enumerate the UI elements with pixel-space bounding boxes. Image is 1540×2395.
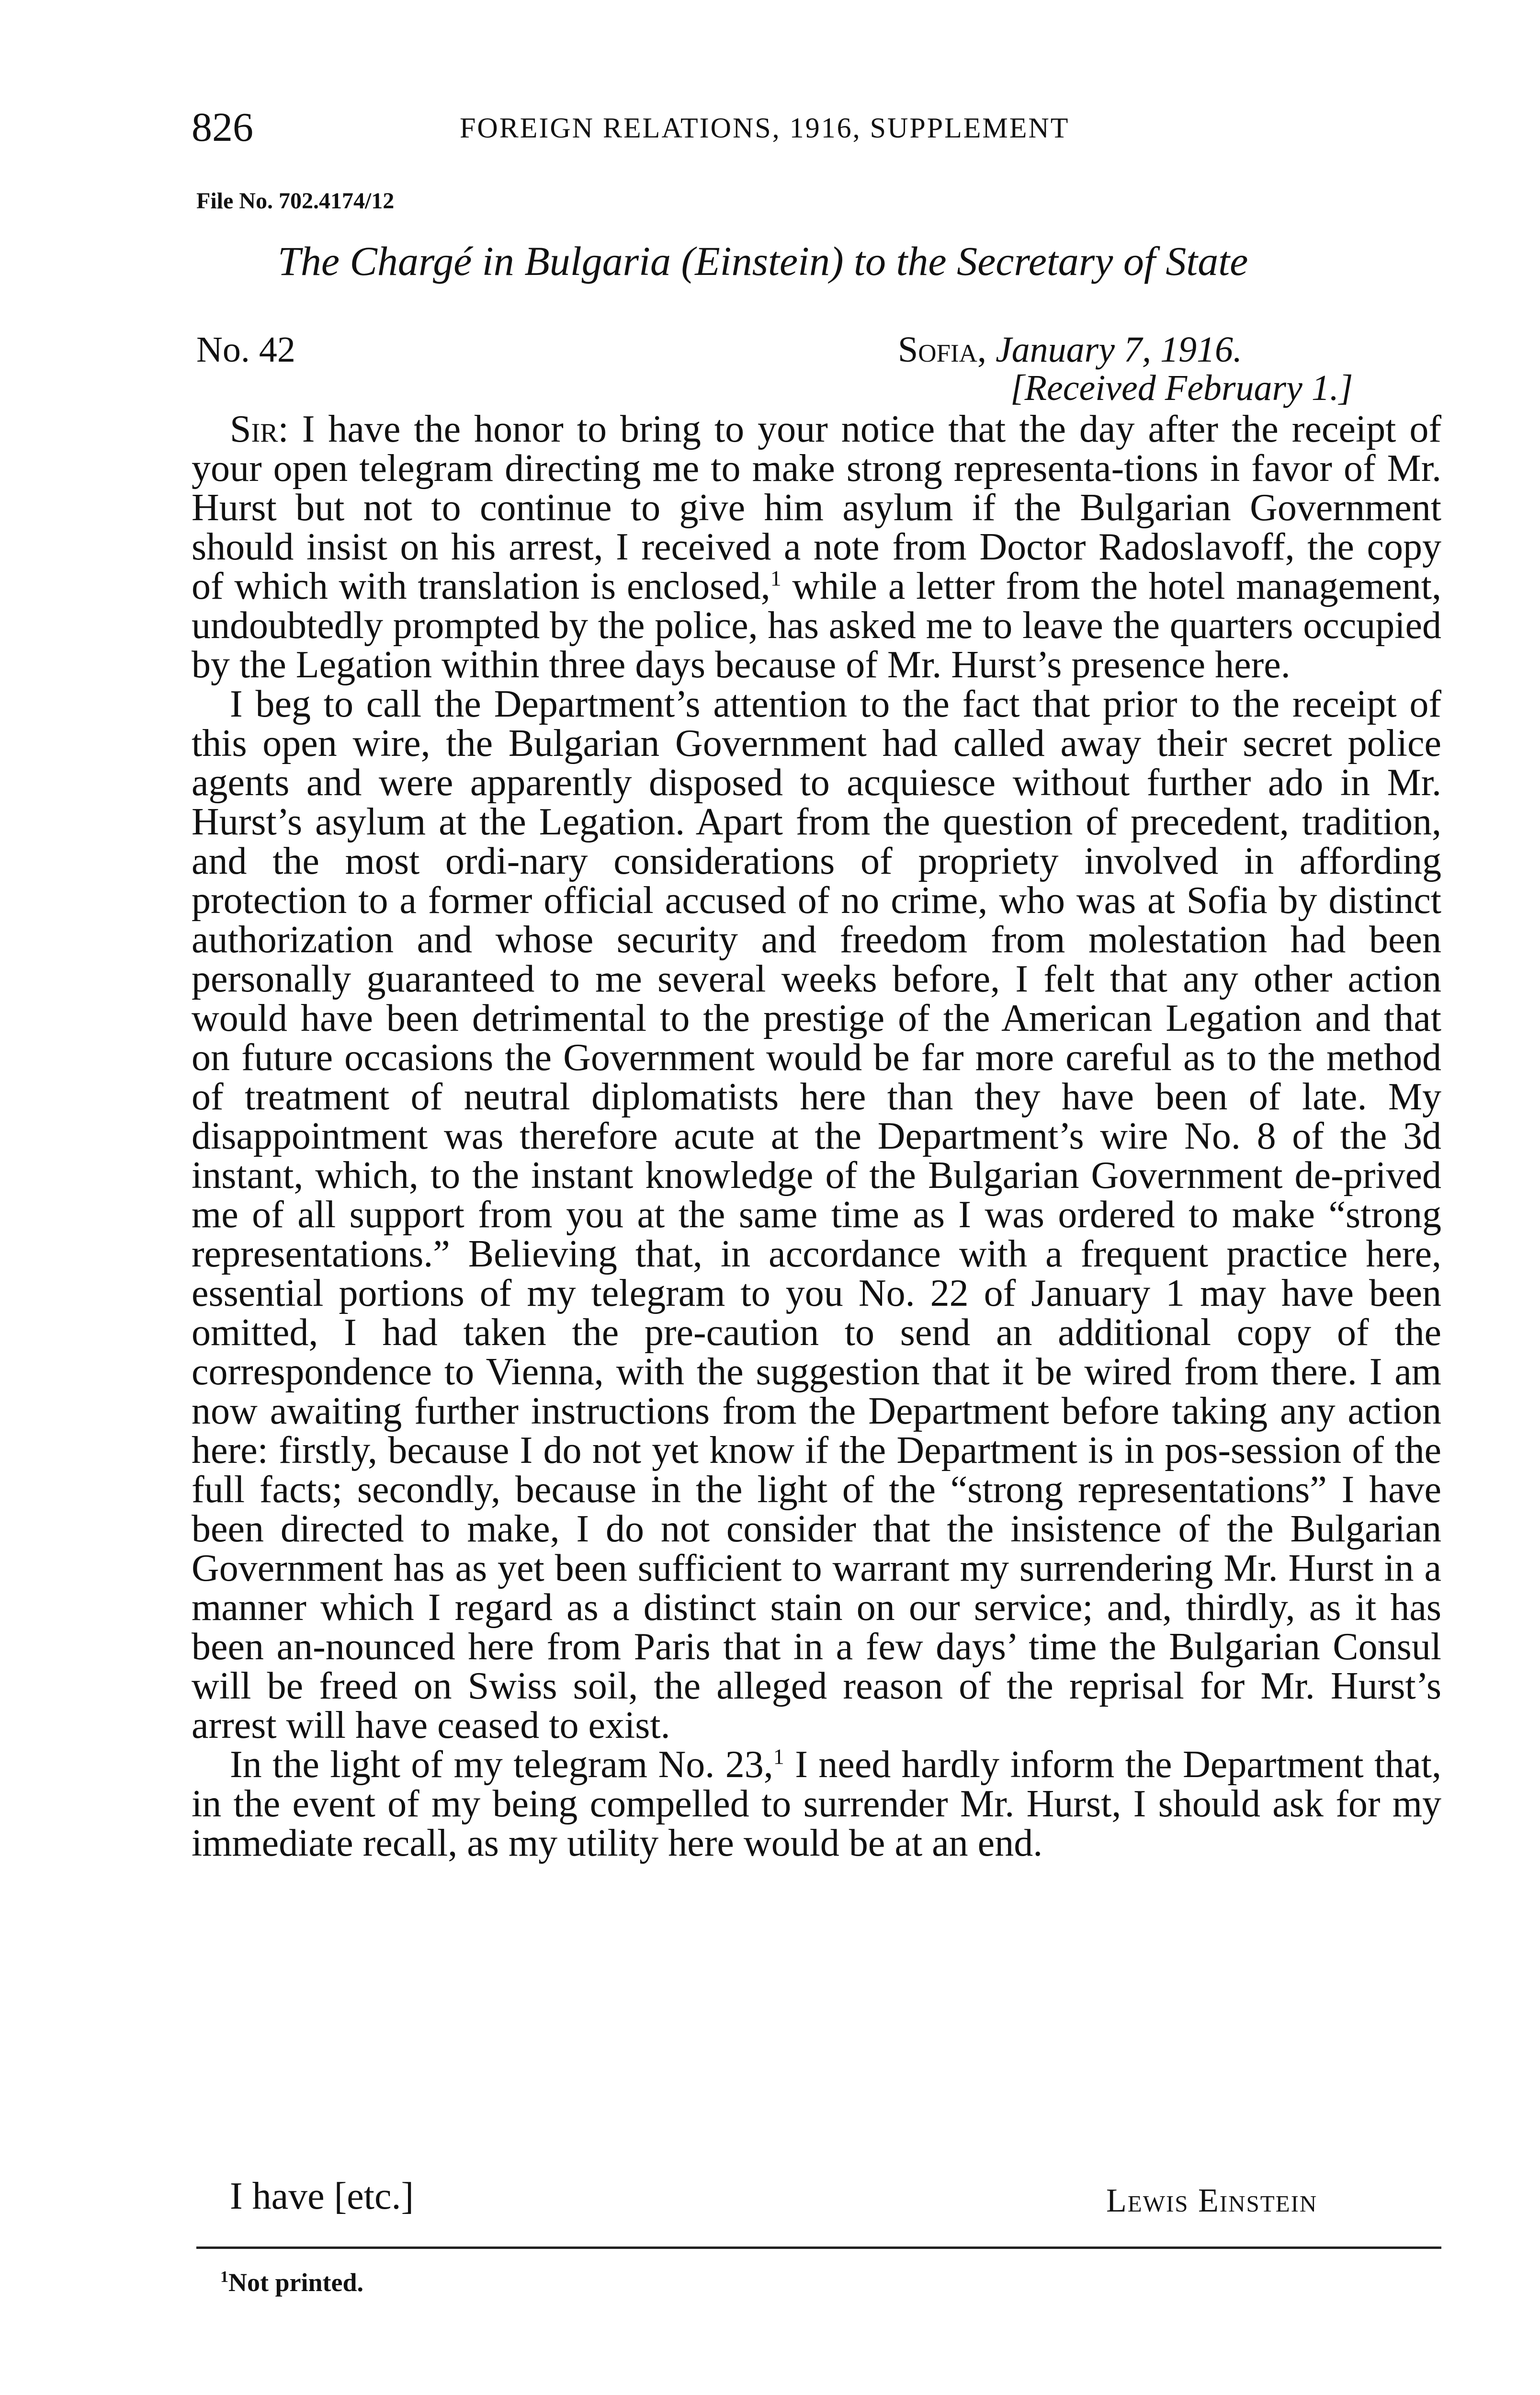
footnote-marker: 1 <box>220 2268 228 2286</box>
paragraph-3-text-a: In the light of my telegram No. 23, <box>230 1744 773 1786</box>
running-title: FOREIGN RELATIONS, 1916, SUPPLEMENT <box>460 112 1070 144</box>
letter-number: No. 42 <box>196 330 295 370</box>
paragraph-2: I beg to call the Department’s attention to the fact that prior to the receipt of this open wire, the Bulgarian Government had called away their secret police agents and were apparently disposed to acquiesce without further ado in Mr. Hurst’s asylum at the Legation. Apart from the question of precedent, tradition, and the most ordi-nary considerations of propriety involved in affording protection to a former official accused of no crime, who was at Sofia by distinct authorization and whose security and freedom from molestation had been personally guaranteed to me several weeks before, I felt that any other action would have been detrimental to the prestige of the American Legation and that on future occasions the Government would be far more careful as to the method of treatment of neutral diplomatists here than they have been of late. My disappointment was therefore acute at the Department’s wire No. 8 of the 3d instant, which, to the instant knowledge of the Bulgarian Government de-prived me of all support from you at the same time as I was ordered to make “strong representations.” Believing that, in accordance with a frequent practice here, essential portions of my telegram to you No. 22 of January 1 may have been omitted, I had taken the pre-caution to send an additional copy of the correspondence to Vienna, with the suggestion that it be wired from there. I am now awaiting further instructions from the Department before taking any action here: firstly, because I do not yet know if the Department is in pos-session of the full facts; secondly, because in the light of the “strong representations” I have been directed to make, I do not consider that the insistence of the Bulgarian Government has as yet been sufficient to warrant my surrendering Mr. Hurst in a manner which I regard as a distinct stain on our service; and, thirdly, as it has been an-nounced here from Paris that in a few days’ time the Bulgarian Consul will be freed on Swiss soil, the alleged reason of the reprisal for Mr. Hurst’s arrest will have ceased to exist. <box>192 683 1441 1746</box>
footnote-ref-2: 1 <box>773 1744 784 1769</box>
signature: Lewis Einstein <box>1106 2182 1318 2219</box>
title-part-1: The Chargé in Bulgaria ( <box>278 238 695 284</box>
footnote-ref-1: 1 <box>770 566 781 591</box>
running-head <box>192 101 1504 158</box>
paragraph-1-text-a: : I have the honor to bring to your notice that the day after the receipt of your open telegram directing me to make strong representa-tions in favor of Mr. Hurst but not to continue to give him asylum if the Bulgarian Government should insist on his arrest, I received a note from Doctor Radoslavoff, the copy of which with translation is enclosed, <box>192 408 1441 607</box>
closing: I have [etc.] <box>230 2175 414 2217</box>
file-number: File No. 702.4174/12 <box>196 188 395 214</box>
salutation: Sir <box>230 408 278 450</box>
footnote-divider <box>196 2247 1441 2249</box>
paragraph-3-text-b: I need hardly inform the Department that, in the event of my being compelled to surrender Mr. Hurst, I should ask for my immediate recall, as my utility here would be at an end. <box>192 1744 1441 1864</box>
footnote <box>220 2263 363 2302</box>
page-number: 826 <box>192 104 253 150</box>
paragraph-3 <box>192 1745 1441 1863</box>
dateline: Sofia, January 7, 1916. <box>898 330 1242 370</box>
title-name: Einstein <box>695 238 830 284</box>
title-part-2: ) to the Secretary of State <box>830 238 1248 284</box>
footnote-text: Not printed. <box>228 2268 363 2297</box>
dateline-place: Sofia <box>898 330 977 370</box>
dateline-date: January 7, 1916. <box>995 330 1242 370</box>
letter-body <box>192 410 1441 1863</box>
paragraph-1 <box>192 410 1441 684</box>
document-title <box>278 235 1248 287</box>
received-date: [Received February 1.] <box>1010 368 1353 408</box>
paragraph-1-text-b: while a letter from the hotel management, undoubtedly prompted by the police, has asked me to leave the quarters occupied by the Legation within three days because of Mr. Hurst’s presence here. <box>192 565 1442 686</box>
